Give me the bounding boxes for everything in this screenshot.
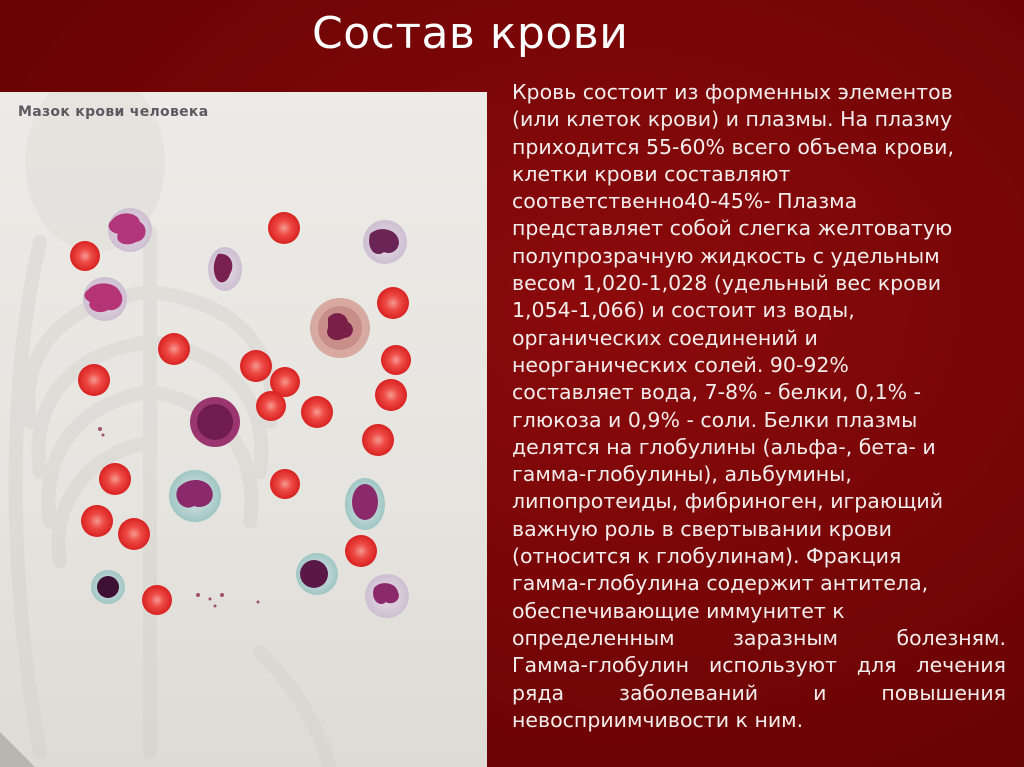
text-line: неорганических солей. 90-92% xyxy=(512,352,849,377)
lymphocyte xyxy=(345,478,385,530)
text-line: соответственно40-45%- Плазма xyxy=(512,189,858,214)
text-line: Кровь состоит из форменных элементов xyxy=(512,80,953,104)
lymphocyte xyxy=(91,570,125,604)
blood-smear-image xyxy=(0,92,487,767)
text-line: гамма-глобулина содержит антитела, xyxy=(512,571,929,596)
eosinophil xyxy=(310,298,370,358)
erythrocyte xyxy=(377,287,409,319)
text-line: липопротеиды, фибриноген, играющий xyxy=(512,489,944,514)
text-line: гамма-глобулины), альбумины, xyxy=(512,462,852,487)
erythrocyte xyxy=(381,345,411,375)
erythrocyte xyxy=(99,463,131,495)
text-line: составляет вода, 7-8% - белки, 0,1% - xyxy=(512,380,922,405)
erythrocyte xyxy=(78,364,110,396)
word: заболеваний xyxy=(619,680,759,705)
erythrocyte xyxy=(345,535,377,567)
erythrocyte xyxy=(268,212,300,244)
text-line: глюкоза и 0,9% - соли. Белки плазмы xyxy=(512,407,918,432)
text-line: делятся на глобулины (альфа-, бета- и xyxy=(512,434,936,459)
text-line: невосприимчивости к ним. xyxy=(512,707,804,732)
text-line: представляет собой слегка желтоватую xyxy=(512,216,953,241)
text-line: органических соединений и xyxy=(512,325,818,350)
erythrocyte xyxy=(362,424,394,456)
word: повышения xyxy=(881,680,1006,705)
word: используют xyxy=(708,653,837,678)
monocyte xyxy=(169,470,221,522)
text-line: полупрозрачную жидкость с удельным xyxy=(512,243,940,268)
word: заразным xyxy=(733,625,838,650)
image-caption: Мазок крови человека xyxy=(18,104,209,120)
text-line: 1,054-1,066) и состоит из воды, xyxy=(512,298,855,323)
word: для xyxy=(856,653,897,678)
erythrocyte xyxy=(158,333,190,365)
erythrocyte xyxy=(301,396,333,428)
word: определенным xyxy=(512,625,675,650)
slide-title: Состав крови xyxy=(312,8,629,59)
text-line: клетки крови составляют xyxy=(512,161,791,186)
neutrophil xyxy=(108,208,152,252)
erythrocyte xyxy=(270,469,300,499)
text-line: обеспечивающие иммунитет к xyxy=(512,598,845,623)
word: ряда xyxy=(512,680,565,705)
blood-smear-illustration xyxy=(0,92,487,767)
word: болезням. xyxy=(896,625,1006,650)
body-text xyxy=(512,79,1006,734)
erythrocyte xyxy=(81,505,113,537)
erythrocyte xyxy=(256,391,286,421)
word: и xyxy=(813,680,827,705)
word: Гамма-глобулин xyxy=(512,653,689,678)
basophil xyxy=(190,397,240,447)
corner-fold-icon xyxy=(0,732,35,767)
text-line: приходится 55-60% всего объема крови, xyxy=(512,134,955,159)
erythrocyte xyxy=(240,350,272,382)
erythrocyte xyxy=(118,518,150,550)
justified-line xyxy=(512,652,1006,679)
text-line: важную роль в свертывании крови xyxy=(512,516,892,541)
basophil xyxy=(363,220,407,264)
text-line: (относится к глобулинам). Фракция xyxy=(512,544,902,569)
erythrocyte xyxy=(375,379,407,411)
erythrocyte xyxy=(142,585,172,615)
neutrophil xyxy=(365,574,409,618)
lymphocyte xyxy=(296,553,338,595)
justified-line xyxy=(512,625,1006,652)
word: лечения xyxy=(916,653,1006,678)
monocyte xyxy=(208,247,242,291)
neutrophil xyxy=(83,277,127,321)
justified-line xyxy=(512,680,1006,707)
text-line: весом 1,020-1,028 (удельный вес крови xyxy=(512,271,942,296)
text-line: (или клеток крови) и плазмы. На плазму xyxy=(512,107,953,132)
erythrocyte xyxy=(70,241,100,271)
skeleton-backdrop xyxy=(16,92,330,767)
